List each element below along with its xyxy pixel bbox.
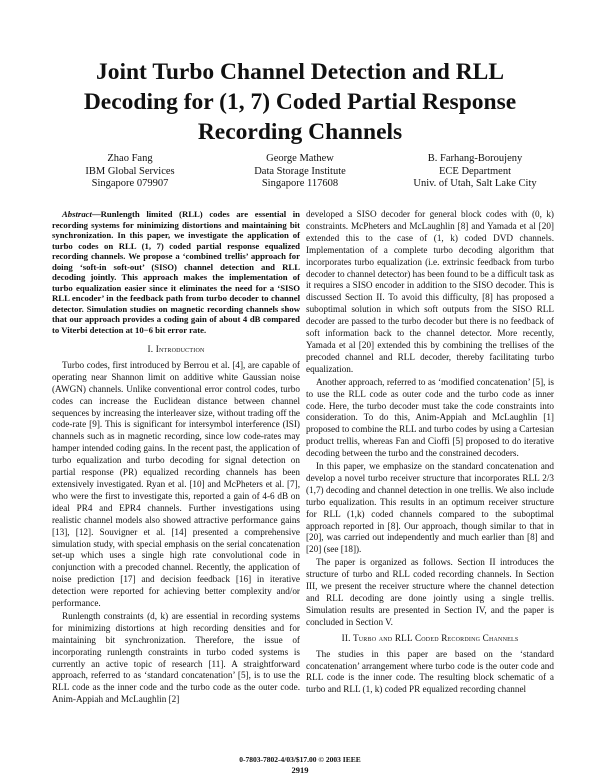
right-column [306, 209, 554, 697]
author-affiliation: IBM Global Services [85, 165, 175, 177]
section-heading-turbo-rll: II. Turbo and RLL Coded Recording Channels [341, 632, 519, 643]
title-line-2: Decoding for (1, 7) Coded Partial Response [83, 89, 517, 115]
author-name: George Mathew [266, 153, 334, 164]
author-location: Univ. of Utah, Salt Lake City [413, 178, 537, 189]
author-name: Zhao Fang [107, 153, 153, 164]
author-name: B. Farhang-Boroujeny [427, 153, 523, 164]
paragraph: developed a SISO decoder for general block codes with (0, k) constraints. McPheters and McLaughlin [8] and Yamada et al [20] extended this to the case of (1, k) coded DVD channels. Implementation of a complete turbo decoding algorithm that incorporates turbo equalization (i.e. extrinsic feedback from turbo decoder to channel detector) has been found to be a difficult task as it requires a SISO encoder in addition to the SISO decoder. This is discussed Section II. To avoid this difficulty, [8] has proposed a suboptimal solution in which soft outputs from the SISO RLL decoder are passed to the turbo decoder but there is no feedback of soft information back to the channel detector. More recently, Yamada et al [20] extended this by combining the trellises of the precoded channel and RLL decoder, thereby facilitating turbo equalization. [306, 209, 554, 374]
title-line-3: Recording Channels [197, 119, 403, 145]
paragraph: In this paper, we emphasize on the standard concatenation and develop a novel turbo receiver structure that incorporates RLL 2/3 (1,7) decoding and channel detection in one trellis. We also include turbo equalization. This results in an optimum receiver structure for RLL (1,k) coded channels compared to the suboptimal approach reported in [8]. Our approach, though similar to that in [20], was carried out independently and much earlier than [8] and [20] (see [18]). [306, 461, 554, 555]
paragraph: Turbo codes, first introduced by Berrou et al. [4], are capable of operating near Shannon limit on additive white Gaussian noise (AWGN) channels. Unlike conventional error control codes, turbo codes can increase the Euclidean distance between channel sequences by increasing the interleaver size, without trading off the code-rate [9]. This is significant for intersymbol interference (ISI) channels such as in magnetic recording, since low code-rates may hamper intended coding gains. In the recent past, the application of turbo equalization and turbo decoding for signal detection on partial response (PR) equalized recording channels has been extensively investigated. Ryan et al. [10] and McPheters et al. [7], who were the first to investigate this, reported a gain of 4-6 dB on ideal PR4 and EPR4 channels. Further investigations using realistic channel models also showed attractive performance gains [13], [12]. Souvigner et al. [14] presented a comprehensive simulation study, with special emphasis on the serial concatenation set-up which uses a single high rate convolutional code in conjunction with a precoded channel. Recently, the application of noise prediction [17] and decision feedback [16] in iterative detection were reported for achieving better complexity and/or performance. [52, 359, 300, 609]
author-1 [55, 153, 205, 191]
title-line-1: Joint Turbo Channel Detection and RLL [95, 59, 505, 85]
abstract [52, 209, 300, 335]
abstract-text: —Runlength limited (RLL) codes are essential in recording systems for minimizing distortions and maintaining bit synchronization. In this paper, we investigate the application of turbo codes on RLL (1, 7) coded partial response equalized recording channels. We propose a ‘combined trellis’ approach for doing ‘soft-in soft-out’ (SISO) channel detection and RLL decoding jointly. This approach makes the implementation of turbo equalization easier since it eliminates the need for a ‘SISO RLL encoder’ in the feedback path from turbo decoder to channel detector. Simulation studies on magnetic recording channels show that our approach provides a coding gain of about 4 dB compared to Viterbi detection at 10−6 bit error rate. [52, 209, 300, 335]
author-affiliation: Data Storage Institute [254, 165, 346, 177]
paper-title [40, 57, 560, 147]
author-3 [385, 153, 565, 191]
author-affiliation: ECE Department [438, 165, 512, 177]
author-block [0, 153, 600, 193]
left-column [52, 209, 300, 707]
paragraph: The studies in this paper are based on the ‘standard concatenation’ arrangement where turbo code is the outer code and RLL code is the inner code. The resulting block schematic of a turbo and RLL (1, k) coded PR equalized recording channel [306, 648, 554, 695]
paragraph: The paper is organized as follows. Section II introduces the structure of turbo and RLL coded recording channels. In Section III, we present the receiver structure where the channel detection and RLL decoding are done jointly using a single trellis. Simulation results are presented in Section IV, and the paper is concluded in Section V. [306, 557, 554, 627]
page-number: 2919 [291, 765, 309, 775]
paragraph: Runlength constraints (d, k) are essential in recording systems for minimizing distortions at high recording densities and for maintaining bit synchronization. Therefore, the issue of incorporating runlength constraints in turbo coded systems is currently an active topic of research [11]. A straightforward approach, referred to as ‘standard concatenation’ [5], is to use the RLL code as the inner code and the turbo code as the outer code. Anim-Appiah and McLaughlin [2] [52, 610, 300, 705]
copyright-footer: 0-7803-7802-4/03/$17.00 © 2003 IEEE [239, 755, 361, 764]
author-location: Singapore 079907 [91, 178, 169, 189]
section-heading-introduction: I. Introduction [147, 344, 205, 354]
author-2 [225, 153, 375, 191]
author-location: Singapore 117608 [261, 178, 339, 189]
abstract-label: Abstract [62, 209, 92, 219]
paragraph: Another approach, referred to as ‘modified concatenation’ [5], is to use the RLL code as outer code and the turbo code as inner code. Here, the turbo decoder must take the code constraints into consideration. To do this, Anim-Appiah and McLaughlin [1] proposed to combine the RLL and turbo codes by using a Cartesian product trellis, whereas Fan and Cioffi [5] proposed to do iterative decoding between the turbo and the constrained decoders. [306, 376, 554, 459]
